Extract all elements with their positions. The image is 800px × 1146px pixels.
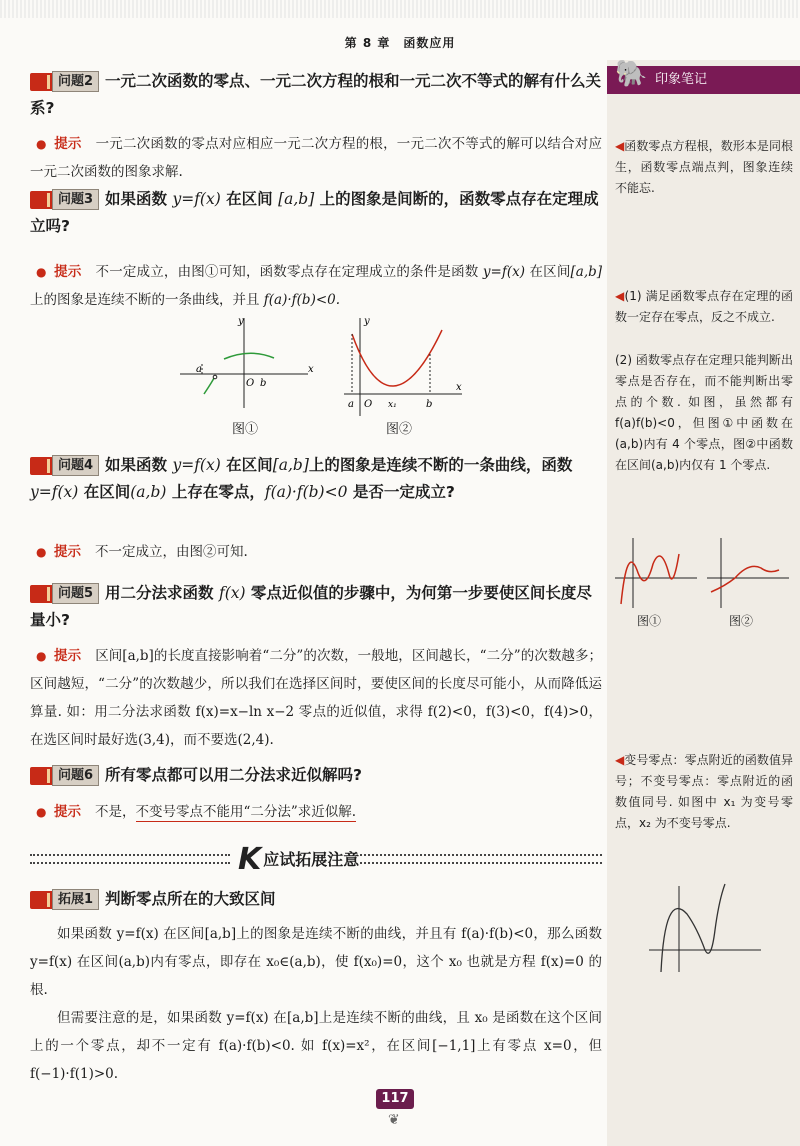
figure-1 (176, 312, 316, 412)
hint-6: ● 提示 不是，不变号零点不能用“二分法”求近似解. (30, 798, 602, 826)
bullet-icon: ● (36, 545, 47, 559)
sidebar-note-2b: (2) 函数零点存在定理只能判断出零点是否存在，而不能判断出零点的个数. 如图，虽然都有 f(a)f(b)<0，但图①中函数在(a,b)内有 4 个零点，图②中函数在区间(a,b)内仅有 1 个零点. (615, 353, 793, 472)
curve (621, 554, 679, 604)
section-header (30, 842, 602, 877)
sidebar-figure-2-caption: 图② (729, 614, 754, 628)
bird-icon: ❦ (388, 1112, 400, 1128)
sidebar-figure-2 (705, 534, 793, 612)
sidebar-figure-3 (645, 880, 765, 976)
question-6: 问题6 所有零点都可以用二分法求近似解吗? (30, 762, 602, 789)
dotted-rule-right (360, 854, 602, 864)
sidebar-note-1: ◀函数零点方程根，数形本是同根生，函数零点端点判，图象连续不能忘. (615, 139, 793, 195)
paragraph-1: 如果函数 y=f(x) 在区间[a,b]上的图象是连续不断的曲线，并且有 f(a)·f(b)<0，那么函数 y=f(x) 在区间(a,b)内有零点，即存在 x₀∈(a,b)，使 f(x₀)=0，这个 x₀ 也就是方程 f(x)=0 的根. (30, 926, 602, 998)
question-tag: 问题6 (30, 765, 99, 786)
figure-2 (340, 312, 465, 422)
figure-1-caption: 图① (232, 422, 259, 437)
curve-lower (204, 378, 214, 394)
label-b: b (260, 378, 267, 389)
header-decoration (0, 0, 800, 18)
elephant-icon: 🐘 (615, 59, 648, 89)
question-tag: 问题4 (30, 455, 99, 476)
hint-4: ● 提示 不一定成立，由图②可知. (30, 538, 602, 566)
question-3: 问题3 如果函数 y=f(x) 在区间 [a,b] 上的图象是间断的，函数零点存在定理成立吗? (30, 190, 599, 235)
chapter-title: 第 8 章 函数应用 (344, 36, 456, 50)
extension-tag: 拓展1 (30, 889, 99, 910)
sidebar-note-2a: ◀(1) 满足函数零点存在定理的函数一定存在零点，反之不成立. (615, 289, 793, 324)
sidebar-figure-1-caption: 图① (637, 614, 662, 628)
label-x: x (308, 364, 314, 375)
hint-5: ● 提示 区间[a,b]的长度直接影响着“二分”的次数，一般地，区间越长，“二分”的次数越多；区间越短，“二分”的次数越少，所以我们在选择区间时，要使区间的长度尽可能小，从而降低运算量. 如：用二分法求函数 f(x)=x−ln x−2 零点的近似值，求得 f(2)<0，f(3)<0，f(4)>0，在选区间时最好选(3,4)，而不要选(2,4). (30, 642, 602, 754)
question-tag: 问题3 (30, 189, 99, 210)
label-a: a (348, 399, 354, 410)
book-icon (30, 891, 52, 909)
curve (661, 884, 725, 972)
label-b: b (426, 399, 433, 410)
label-x1: x₁ (388, 400, 397, 410)
book-icon (30, 585, 52, 603)
label-y: y (364, 316, 370, 327)
sidebar-figure-1 (613, 534, 701, 612)
extension-1: 拓展1 判断零点所在的大致区间 (30, 886, 602, 913)
arrow-icon: ◀ (615, 139, 625, 153)
bullet-icon: ● (36, 649, 47, 663)
book-icon (30, 457, 52, 475)
question-tag: 问题5 (30, 583, 99, 604)
sidebar-note-3: ◀变号零点：零点附近的函数值异号；不变号零点：零点附近的函数值同号. 如图中 x₁ 为变号零点，x₂ 为不变号零点. (615, 753, 793, 830)
bullet-icon: ● (36, 137, 47, 151)
hint-3: ● 提示 不一定成立，由图①可知，函数零点存在定理成立的条件是函数 y=f(x) 在区间[a,b]上的图象是连续不断的一条曲线，并且 f(a)·f(b)<0. (30, 258, 602, 314)
book-icon (30, 73, 52, 91)
question-2: 问题2 一元二次函数的零点、一元二次方程的根和一元二次不等式的解有什么关系? (30, 72, 602, 117)
sidebar (607, 60, 800, 1146)
section-title: K应试拓展注意 (238, 842, 360, 877)
book-icon (30, 191, 52, 209)
dotted-rule-left (30, 854, 230, 864)
parabola (352, 330, 442, 386)
label-o: O (364, 399, 373, 410)
arrow-icon: ◀ (615, 753, 625, 767)
book-icon (30, 767, 52, 785)
label-x: x (456, 382, 462, 393)
curve-upper (224, 353, 274, 359)
label-o: O (246, 378, 255, 389)
hint-2: ● 提示 一元二次函数的零点对应相应一元二次方程的根，一元二次不等式的解可以结合对应一元二次函数的图象求解. (30, 130, 602, 186)
page-number: 117 (376, 1089, 414, 1109)
bullet-icon: ● (36, 265, 47, 279)
label-a: a (196, 364, 202, 375)
open-point (213, 375, 217, 379)
question-5: 问题5 用二分法求函数 f(x) 零点近似值的步骤中，为何第一步要使区间长度尽量小? (30, 584, 592, 629)
question-tag: 问题2 (30, 71, 99, 92)
figure-2-caption: 图② (386, 422, 413, 437)
arrow-icon: ◀ (615, 289, 625, 303)
question-4: 问题4 如果函数 y=f(x) 在区间[a,b]上的图象是连续不断的一条曲线，函数 y=f(x) 在区间(a,b) 上存在零点，f(a)·f(b)<0 是否一定成立? (30, 456, 573, 501)
bullet-icon: ● (36, 805, 47, 819)
sidebar-header: 🐘 印象笔记 (607, 66, 800, 94)
paragraph-2: 但需要注意的是，如果函数 y=f(x) 在[a,b]上是连续不断的曲线，且 x₀ 是函数在这个区间上的一个零点，却不一定有 f(a)·f(b)<0. 如 f(x)=x²，在区间[−1,1]上有零点 x=0，但 f(−1)·f(1)>0. (30, 1010, 602, 1082)
label-y: y (238, 316, 244, 327)
